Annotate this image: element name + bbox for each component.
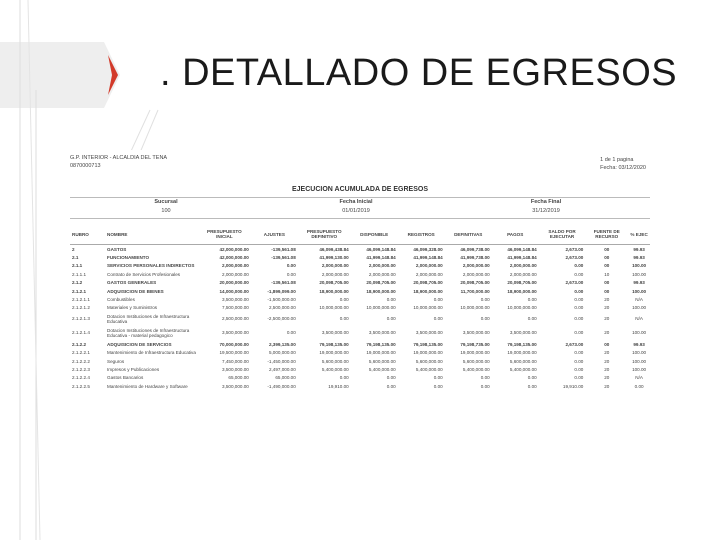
table-row — [70, 270, 650, 278]
table-cell: 100.00 — [632, 271, 647, 277]
fecha-inicial-block — [316, 198, 396, 216]
col-header: PRESUPUESTO INICIAL — [198, 224, 251, 245]
col-header: AJUSTES — [251, 224, 298, 245]
table-cell: -139,561.08 — [271, 255, 296, 261]
table-cell: 2.1.2.1.4 — [72, 330, 90, 336]
table-cell: 2,000,000.00 — [321, 263, 349, 269]
table-cell: 7,500,000.00 — [222, 305, 249, 311]
table-cell: 2.1.2 — [72, 280, 83, 286]
sucursal-label: Sucursal — [154, 199, 178, 205]
table-cell: 19,910.00 — [562, 383, 584, 389]
table-cell: 0.00 — [433, 383, 443, 389]
table-cell: ADQUISICION DE BIENES — [107, 288, 164, 294]
table-cell: FUNCIONAMIENTO — [107, 255, 150, 261]
table-cell: 100.00 — [632, 288, 647, 294]
col-header: DEFINITIVAS — [445, 224, 492, 245]
table-cell: 2.1 — [72, 255, 79, 261]
col-header: FUENTE DE RECURSO — [585, 224, 628, 245]
table-cell: 99.93 — [633, 341, 645, 347]
table-cell: 41,999,148.84 — [413, 255, 443, 261]
table-cell: 2.1.1.1 — [72, 271, 87, 277]
table-cell: ADQUISICION DE SERVICIOS — [107, 341, 172, 347]
table-cell: 2,000,000.00 — [462, 271, 490, 277]
table-cell: 42,000,000.00 — [219, 255, 249, 261]
table-cell: 5,400,000.00 — [321, 366, 349, 372]
table-cell: 2,000,000.00 — [415, 271, 443, 277]
table-cell: 99.93 — [633, 280, 645, 286]
table-cell: 3,500,000.00 — [222, 366, 249, 372]
table-cell: 2,000,000.00 — [368, 263, 396, 269]
table-cell: 5,600,000.00 — [509, 358, 537, 364]
table-cell: Seguros — [107, 358, 125, 364]
table-cell: 11,700,000.00 — [460, 288, 490, 294]
table-row — [70, 279, 650, 287]
table-cell: 2.1.2.2.2 — [72, 358, 90, 364]
table-cell: 20 — [604, 358, 610, 364]
table-cell: 0.00 — [480, 297, 490, 303]
table-cell: 2,500,000.00 — [222, 316, 249, 322]
table-cell: 65,000.00 — [228, 375, 249, 381]
table-cell: 0.00 — [527, 316, 537, 322]
table-cell: 00 — [604, 255, 610, 261]
table-cell: 0.00 — [386, 383, 396, 389]
table-cell: 2 — [72, 246, 75, 252]
table-cell: 19,000,000.00 — [319, 350, 349, 356]
table-cell: 10 — [604, 271, 610, 277]
table-cell: 0.00 — [574, 358, 584, 364]
table-cell: 5,400,000.00 — [509, 366, 537, 372]
table-cell: 5,600,000.00 — [462, 358, 490, 364]
table-cell: 20,098,705.00 — [319, 280, 349, 286]
table-cell: 2.1.2.1.2 — [72, 305, 90, 311]
fecha-inicial-value: 01/01/2019 — [342, 208, 370, 214]
table-cell: 19,000,000.00 — [460, 350, 490, 356]
table-cell: 2.1.2.1.1 — [72, 297, 90, 303]
table-row — [70, 262, 650, 270]
table-cell: 0.00 — [286, 271, 296, 277]
table-cell: 0.00 — [480, 375, 490, 381]
table-cell: 2,673.00 — [565, 280, 584, 286]
table-cell: 79,198,735.00 — [460, 341, 490, 347]
table-cell: -139,561.08 — [271, 246, 296, 252]
table-cell: 0.00 — [574, 288, 584, 294]
table-cell: 2,000,000.00 — [368, 271, 396, 277]
table-row — [70, 312, 650, 326]
table-row — [70, 245, 650, 254]
table-cell: 99.93 — [633, 255, 645, 261]
table-cell: 0.00 — [480, 383, 490, 389]
table-cell: 0.00 — [386, 297, 396, 303]
table-cell: 19,500,000.00 — [219, 350, 249, 356]
table-cell: 19,000,000.00 — [366, 350, 396, 356]
table-cell: 0.00 — [480, 316, 490, 322]
table-cell: GASTOS GENERALES — [107, 280, 157, 286]
table-row — [70, 382, 650, 390]
table-cell: 79,198,135.00 — [366, 341, 396, 347]
col-header: DISPONIBLE — [351, 224, 398, 245]
table-cell: 0.00 — [527, 375, 537, 381]
table-cell: 2.1.1 — [72, 263, 83, 269]
table-cell: 5,400,000.00 — [462, 366, 490, 372]
table-cell: 100.00 — [632, 350, 647, 356]
table-cell: 3,500,000.00 — [321, 330, 349, 336]
table-cell: 2,000,000.00 — [321, 271, 349, 277]
table-cell: 0.00 — [574, 366, 584, 372]
table-row — [70, 304, 650, 312]
table-row — [70, 326, 650, 340]
table-cell: 2,000,000.00 — [509, 263, 537, 269]
fecha-final-value: 31/12/2019 — [532, 208, 560, 214]
table-cell: 41,999,148.84 — [507, 255, 537, 261]
table-cell: 10,000,000.00 — [319, 305, 349, 311]
table-cell: 18,900,000.00 — [413, 288, 443, 294]
table-cell: 46,099,148.84 — [507, 246, 537, 252]
col-header: PAGOS — [492, 224, 539, 245]
fecha-inicial-label: Fecha Inicial — [339, 199, 373, 205]
table-cell: 100.00 — [632, 305, 647, 311]
table-cell: 00 — [604, 288, 610, 294]
table-cell: 20,098,705.00 — [507, 280, 537, 286]
table-cell: 20 — [604, 305, 610, 311]
report-header-right — [600, 156, 646, 172]
table-cell: 3,500,000.00 — [222, 330, 249, 336]
table-cell: 20 — [604, 383, 610, 389]
table-header-row — [70, 224, 650, 245]
table-cell: Dotacion Instituciones de Infraestructura Educativa - material pedagogico — [107, 327, 190, 339]
table-cell: 2,497,000.00 — [268, 366, 296, 372]
table-cell: 2,500,000.00 — [268, 305, 296, 311]
table-cell: GASTOS — [107, 246, 127, 252]
table-cell: 2,673.00 — [565, 255, 584, 261]
table-cell: 0.00 — [574, 350, 584, 356]
col-header: PRESUPUESTO DEFINITIVO — [298, 224, 351, 245]
table-cell: 2,399,135.00 — [268, 341, 296, 347]
table-row — [70, 295, 650, 303]
table-cell: 41,999,738.00 — [460, 255, 490, 261]
table-cell: 5,600,000.00 — [321, 358, 349, 364]
table-cell: 00 — [604, 341, 610, 347]
table-cell: -1,490,000.00 — [267, 383, 296, 389]
slide-title: . DETALLADO DE EGRESOS — [160, 52, 678, 94]
table-cell: Materiales y Suministros — [107, 305, 158, 311]
table-cell: 2,000,000.00 — [462, 263, 490, 269]
table-cell: 20,098,705.00 — [413, 280, 443, 286]
table-cell: 20 — [604, 350, 610, 356]
table-cell: 79,198,135.00 — [507, 341, 537, 347]
table-cell: 42,000,000.00 — [219, 246, 249, 252]
table-cell: 3,500,000.00 — [509, 330, 537, 336]
table-cell: 100.00 — [632, 263, 647, 269]
table-cell: -1,899,099.00 — [267, 288, 296, 294]
report-image — [66, 150, 654, 436]
table-cell: 20 — [604, 330, 610, 336]
report-header-left — [70, 154, 167, 170]
table-cell: 20 — [604, 375, 610, 381]
table-cell: 0.00 — [386, 316, 396, 322]
table-cell: 2.1.2.1 — [72, 288, 87, 294]
header-rule — [70, 218, 650, 219]
table-cell: 18,900,000.00 — [366, 288, 396, 294]
table-cell: 0.00 — [634, 383, 644, 389]
table-cell: 19,000,000.00 — [413, 350, 443, 356]
table-cell: 2,000,000.00 — [222, 271, 249, 277]
table-row — [70, 365, 650, 373]
table-cell: 10,000,000.00 — [366, 305, 396, 311]
accent-arrow-shape — [0, 42, 120, 108]
table-cell: 3,500,000.00 — [368, 330, 396, 336]
table-cell: 0.00 — [527, 383, 537, 389]
table-cell: 20 — [604, 366, 610, 372]
table-cell: 2.1.2.2 — [72, 341, 87, 347]
table-cell: 0.00 — [574, 316, 584, 322]
table-cell: 0.00 — [386, 375, 396, 381]
table-cell: -1,500,000.00 — [267, 297, 296, 303]
col-header: NOMBRE — [105, 224, 198, 245]
table-cell: 0.00 — [527, 297, 537, 303]
table-cell: 41,999,148.84 — [366, 255, 396, 261]
table-cell: 65,000.00 — [275, 375, 296, 381]
table-row — [70, 340, 650, 348]
table-cell: 0.00 — [433, 316, 443, 322]
table-cell: 10,000,000.00 — [507, 305, 537, 311]
page-count: 1 de 1 pagina — [600, 157, 634, 163]
table-cell: 20 — [604, 297, 610, 303]
table-cell: 2,673.00 — [565, 246, 584, 252]
table-cell: 46,099,148.84 — [366, 246, 396, 252]
table-cell: 5,400,000.00 — [368, 366, 396, 372]
table-cell: 20,098,705.00 — [460, 280, 490, 286]
table-cell: 0.00 — [339, 297, 349, 303]
table-cell: 0.00 — [574, 305, 584, 311]
table-cell: Mantenimiento de Hardware y Software — [107, 383, 188, 389]
table-cell: 70,000,000.00 — [219, 341, 249, 347]
table-cell: 18,900,000.00 — [319, 288, 349, 294]
report-date: Fecha: 03/12/2020 — [600, 165, 646, 171]
report-heading: EJECUCION ACUMULADA DE EGRESOS — [292, 186, 428, 193]
entity-name: G.P. INTERIOR - ALCALDIA DEL TENA — [70, 155, 168, 161]
table-cell: Gastos Bancarios — [107, 375, 144, 381]
table-cell: -2,500,000.00 — [267, 316, 296, 322]
table-cell: 2,673.00 — [565, 341, 584, 347]
table-cell: 3,500,000.00 — [222, 383, 249, 389]
table-cell: N/A — [635, 316, 643, 322]
table-cell: 0.00 — [339, 316, 349, 322]
table-cell: 79,198,135.00 — [413, 341, 443, 347]
table-cell: 3,500,000.00 — [462, 330, 490, 336]
table-cell: 18,900,000.00 — [507, 288, 537, 294]
table-cell: 0.00 — [433, 297, 443, 303]
table-cell: 0.00 — [574, 330, 584, 336]
table-cell: SERVICIOS PERSONALES INDIRECTOS — [107, 263, 195, 269]
table-cell: 3,500,000.00 — [415, 330, 443, 336]
table-cell: 00 — [604, 263, 610, 269]
table-cell: 14,000,000.00 — [219, 288, 249, 294]
table-cell: Dotacion Instituciones de Infraestructura Educativa — [107, 313, 190, 325]
table-row — [70, 253, 650, 261]
table-row — [70, 374, 650, 382]
table-cell: Contrato de Servicios Profesionales — [107, 271, 181, 277]
table-cell: 10,000,000.00 — [460, 305, 490, 311]
table-cell: 5,400,000.00 — [415, 366, 443, 372]
table-cell: 5,600,000.00 — [368, 358, 396, 364]
table-cell: 99.93 — [633, 246, 645, 252]
table-cell: 2.1.2.2.3 — [72, 366, 90, 372]
table-cell: 00 — [604, 280, 610, 286]
table-cell: 7,450,000.00 — [222, 358, 249, 364]
table-cell: 20 — [604, 316, 610, 322]
table-cell: 0.00 — [574, 297, 584, 303]
table-row — [70, 349, 650, 357]
table-cell: 100.00 — [632, 330, 647, 336]
table-row — [70, 357, 650, 365]
table-cell: Mantenimiento de Infraestructura Educativa — [107, 350, 196, 356]
table-cell: 20,098,705.00 — [366, 280, 396, 286]
fecha-final-label: Fecha Final — [530, 199, 562, 205]
table-cell: 19,910.00 — [328, 383, 349, 389]
table-cell: 20,000,000.00 — [219, 280, 249, 286]
table-cell: 2,000,000.00 — [509, 271, 537, 277]
table-cell: 0.00 — [574, 375, 584, 381]
table-cell: 46,099,438.84 — [319, 246, 349, 252]
table-cell: 5,000,000.00 — [268, 350, 296, 356]
table-cell: N/A — [635, 375, 643, 381]
table-cell: 19,000,000.00 — [507, 350, 537, 356]
table-cell: 0.00 — [286, 330, 296, 336]
table-cell: -1,450,000.00 — [267, 358, 296, 364]
egresos-table — [70, 224, 650, 390]
col-header: REGISTROS — [398, 224, 445, 245]
sucursal-value: 100 — [161, 208, 171, 214]
table-cell: 2.1.2.2.4 — [72, 375, 90, 381]
col-header: % EJEC — [628, 224, 650, 245]
table-cell: 41,999,130.00 — [319, 255, 349, 261]
col-header: RUBRO — [70, 224, 105, 245]
sucursal-block — [126, 198, 206, 216]
table-cell: 2,000,000.00 — [415, 263, 443, 269]
table-cell: 0.00 — [574, 263, 584, 269]
col-header: SALDO POR EJECUTAR — [539, 224, 586, 245]
table-cell: 2.1.2.2.5 — [72, 383, 90, 389]
table-cell: 00 — [604, 246, 610, 252]
header-rule — [70, 197, 650, 198]
table-cell: 100.00 — [632, 366, 647, 372]
fecha-final-block — [506, 198, 586, 216]
entity-code: 0870000713 — [70, 163, 101, 169]
table-row — [70, 287, 650, 295]
table-cell: 2.1.2.1.3 — [72, 316, 90, 322]
table-cell: 46,099,738.00 — [460, 246, 490, 252]
table-cell: 2,000,000.00 — [222, 263, 249, 269]
table-cell: 100.00 — [632, 358, 647, 364]
table-cell: 5,600,000.00 — [415, 358, 443, 364]
table-cell: 79,198,135.00 — [319, 341, 349, 347]
table-cell: 3,500,000.00 — [222, 297, 249, 303]
table-cell: Combustibles — [107, 297, 135, 303]
table-cell: -139,561.08 — [271, 280, 296, 286]
table-cell: Impresos y Publicaciones — [107, 366, 160, 372]
table-cell: 0.00 — [339, 375, 349, 381]
table-cell: 0.00 — [574, 271, 584, 277]
table-cell: N/A — [635, 297, 643, 303]
table-cell: 10,000,000.00 — [413, 305, 443, 311]
table-cell: 0.00 — [433, 375, 443, 381]
table-cell: 2.1.2.2.1 — [72, 350, 90, 356]
table-cell: 46,099,328.00 — [413, 246, 443, 252]
table-cell: 0.00 — [286, 263, 296, 269]
